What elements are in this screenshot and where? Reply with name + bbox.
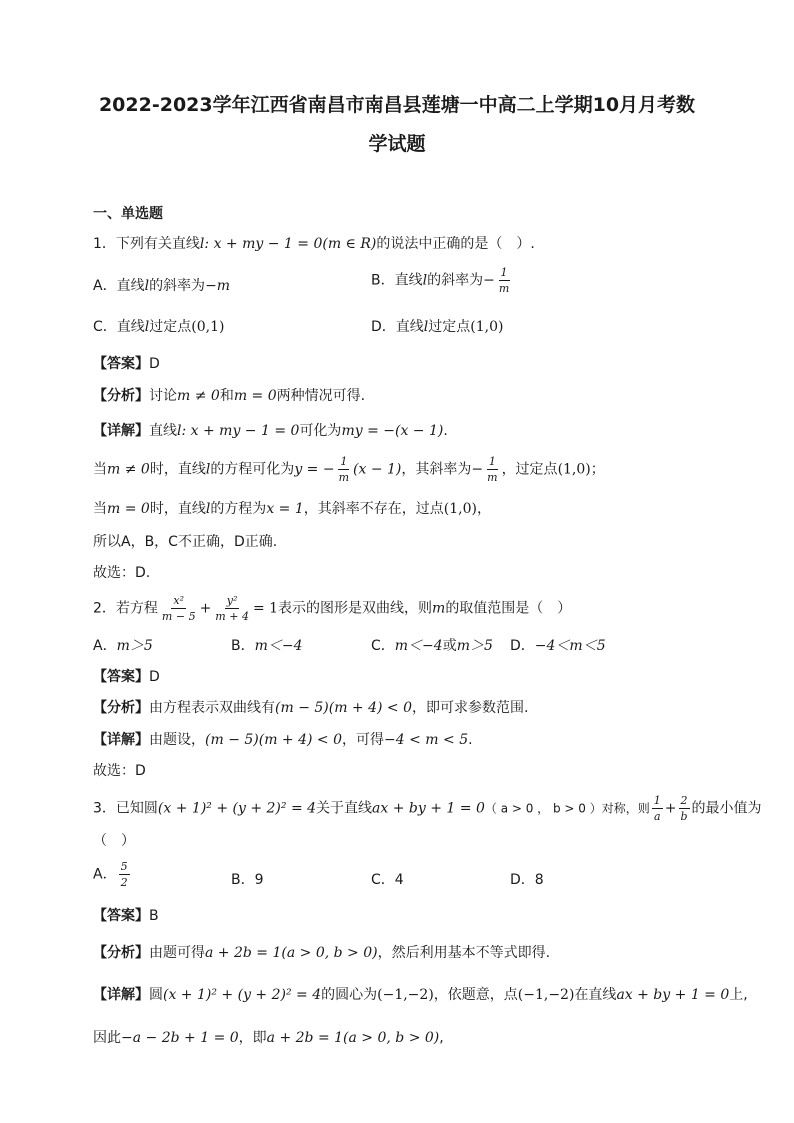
q3-detail2-pre: 因此 [93, 1030, 121, 1046]
q1-detail2-minus: − [471, 461, 484, 478]
q1-option-c-var: l [144, 319, 150, 335]
q3-option-a-den: 2 [120, 876, 128, 889]
q1-analysis-and: 和 [219, 388, 234, 404]
q1-stem-pre: 1．下列有关直线 [93, 236, 200, 252]
q2-option-a-math: m＞5 [116, 638, 153, 654]
q2-detail-tag: 【详解】 [93, 732, 149, 748]
q1-detail2-var: l [205, 461, 211, 478]
q1-option-c-text: 过定点 [149, 319, 192, 335]
q1-option-a-label: A．直线 [93, 278, 145, 294]
q1-detail3-d: ， [476, 501, 491, 517]
q1-detail3-a: 时，直线 [149, 501, 206, 517]
q3-analysis-post: ，然后利用基本不等式即得. [377, 945, 551, 961]
q2-analysis [93, 697, 528, 717]
q1-option-d-text: 过定点 [428, 319, 471, 335]
q3-option-d: D．8 [510, 872, 544, 888]
q1-detail3-c: ，其斜率不存在，过点 [303, 501, 444, 517]
q1-detail2-d: ，过定点 [501, 461, 558, 478]
q3-option-c: C．4 [371, 872, 404, 888]
q1-detail-1 [93, 420, 448, 440]
q2-f1-num: x² [173, 594, 185, 607]
q1-option-a-text: 的斜率为 [149, 278, 206, 294]
q2-stem-post-b: 的取值范围是（ ） [445, 600, 572, 617]
q3-detail2-math: −a − 2b + 1 = 0 [121, 1030, 239, 1046]
q2-stem-pre: 2．若方程 [93, 600, 158, 617]
q3-stem-circle: (x + 1)² + (y + 2)² = 4 [157, 800, 317, 817]
q2-stem-var: m [432, 600, 446, 617]
q1-analysis-pre: 讨论 [149, 388, 177, 404]
q1-detail2-pre: 当 [93, 461, 107, 478]
q1-detail2-a: 时，直线 [149, 461, 206, 478]
q1-detail3-var: l [205, 501, 211, 517]
q3-answer [93, 905, 159, 925]
q1-detail2-num: 1 [340, 455, 348, 468]
q3-option-b: B．9 [231, 872, 264, 888]
q3-detail2-end: , [439, 1030, 444, 1046]
q3-detail1-point: (−1,−2) [377, 987, 434, 1003]
q1-detail3-cond: m = 0 [107, 501, 150, 517]
q1-detail3-pre: 当 [93, 501, 107, 517]
q3-detail-tag: 【详解】 [93, 987, 149, 1003]
q1-detail-5: 故选：D. [93, 565, 151, 581]
q2-option-a [93, 635, 153, 655]
q2-analysis-pre: 由方程表示双曲线有 [149, 700, 275, 716]
q2-fraction-2 [213, 595, 251, 622]
q1-detail3-b: 的方程为 [210, 501, 267, 517]
q1-analysis-tag: 【分析】 [93, 388, 149, 404]
q1-option-d-label: D．直线 [371, 319, 424, 335]
q3-detail-2 [93, 1027, 444, 1047]
q1-detail2-e: ； [590, 461, 605, 478]
q3-option-a [93, 861, 132, 888]
q1-option-c-point: (0,1) [191, 319, 225, 335]
q1-stem-condition: (m ∈ R) [322, 236, 377, 252]
q2-stem [93, 595, 571, 622]
q2-answer-tag: 【答案】 [93, 669, 149, 685]
q2-plus: + [199, 600, 212, 617]
q3-option-a-fraction [119, 861, 130, 888]
q2-option-c-math1: m＜−4 [394, 638, 443, 654]
q2-f1-den: m − 5 [161, 610, 196, 623]
q1-analysis [93, 385, 365, 405]
q2-option-c-or: 或 [442, 638, 457, 654]
q2-analysis-post: ，即可求参数范围. [412, 700, 529, 716]
q1-analysis-post: 两种情况可得. [276, 388, 366, 404]
q3-f2-num: 2 [680, 794, 688, 807]
q1-detail2-fraction-2 [485, 456, 499, 483]
section-heading: 一、单选题 [93, 206, 163, 222]
q1-stem-equation: l: x + my − 1 = 0 [199, 236, 323, 252]
q3-detail-1 [93, 984, 748, 1004]
q1-option-d [371, 316, 503, 336]
q2-fraction-1 [160, 595, 198, 622]
q1-detail-tag: 【详解】 [93, 423, 149, 439]
q3-answer-value: B [149, 908, 159, 924]
q2-option-c-math2: m＞5 [456, 638, 493, 654]
q3-analysis-tag: 【分析】 [93, 945, 149, 961]
q2-stem-post-a: 表示的图形是双曲线，则 [278, 600, 433, 617]
q1-answer-tag: 【答案】 [93, 356, 149, 372]
q1-detail1-math2: my = −(x − 1) [341, 423, 444, 439]
q3-stem-post: 的最小值为 [691, 800, 762, 817]
q1-option-b-label: B．直线 [371, 272, 423, 289]
q2-detail-math2: −4 < m < 5 [384, 732, 469, 748]
q1-detail3-point: (1,0) [443, 501, 477, 517]
q1-detail2-cond: m ≠ 0 [107, 461, 150, 478]
q2-detail-mid: ，可得 [342, 732, 385, 748]
page-title-line-2: 学试题 [368, 133, 426, 155]
q2-option-d [510, 635, 606, 655]
q2-detail [93, 729, 473, 749]
q3-detail1-pre: 圆 [149, 987, 163, 1003]
q2-option-b [231, 635, 303, 655]
q1-detail2-xm: (x − 1) [353, 461, 402, 478]
q3-analysis-pre: 由题可得 [149, 945, 205, 961]
q2-option-c-label: C． [371, 638, 395, 654]
q3-stem-cond: （ a > 0 ， b > 0 ）对称，则 [484, 801, 650, 816]
q2-f2-num: y² [226, 594, 238, 607]
q1-analysis-m1: m ≠ 0 [177, 388, 220, 404]
q3-detail1-point2: (−1,−2) [517, 987, 575, 1003]
q3-answer-tag: 【答案】 [93, 908, 149, 924]
q2-analysis-math: (m − 5)(m + 4) < 0 [275, 700, 413, 716]
q1-detail3-eq: x = 1 [266, 501, 304, 517]
q1-option-d-point: (1,0) [470, 319, 504, 335]
q3-detail2-math2: a + 2b = 1(a > 0, b > 0) [266, 1030, 440, 1046]
q1-option-b-den: m [498, 282, 510, 295]
page-title-line-1: 2022-2023学年江西省南昌市南昌县莲塘一中高二上学期10月月考数 [98, 94, 696, 116]
q1-option-b-var: l [422, 272, 428, 289]
q2-detail-pre: 由题设， [149, 732, 205, 748]
q1-option-b-num: 1 [500, 266, 508, 279]
q2-option-b-math: m＜−4 [254, 638, 303, 654]
q3-paren: （ ） [93, 833, 135, 849]
q1-option-a-var: l [144, 278, 150, 294]
q1-detail2-den: m [338, 471, 350, 484]
q3-option-a-num: 5 [120, 860, 128, 873]
q3-detail1-c: 在直线 [574, 987, 617, 1003]
q1-detail2-fraction [337, 456, 351, 483]
q3-detail1-line: ax + by + 1 = 0 [616, 987, 730, 1003]
q3-detail1-a: 的圆心为 [321, 987, 378, 1003]
q3-stem-mid: 关于直线 [316, 800, 373, 817]
q3-analysis [93, 942, 550, 962]
q3-plus: + [664, 800, 677, 817]
q1-detail2-point: (1,0) [557, 461, 591, 478]
q2-conclusion: 故选：D [93, 763, 146, 779]
q2-option-c [371, 635, 493, 655]
q1-option-b-text: 的斜率为 [427, 272, 484, 289]
q1-option-c [93, 316, 224, 336]
q3-f1-den: a [653, 810, 661, 823]
q2-option-d-math: −4＜m＜5 [534, 638, 606, 654]
q2-option-b-label: B． [231, 638, 255, 654]
q3-analysis-math: a + 2b = 1(a > 0, b > 0) [205, 945, 378, 961]
q3-option-a-label: A． [93, 866, 117, 883]
q1-option-d-var: l [423, 319, 429, 335]
q3-detail2-mid: ，即 [238, 1030, 267, 1046]
q1-option-b [371, 267, 513, 294]
q3-stem-line: ax + by + 1 = 0 [372, 800, 485, 817]
q1-option-a [93, 275, 230, 295]
q2-answer-value: D [149, 669, 160, 685]
q1-option-a-math: −m [205, 278, 231, 294]
q1-detail2-b: 的方程可化为 [210, 461, 295, 478]
q1-stem-post: 的说法中正确的是（ ）. [376, 236, 535, 252]
q2-analysis-tag: 【分析】 [93, 700, 149, 716]
q1-answer-value: D [149, 356, 160, 372]
q3-stem-pre: 3．已知圆 [93, 800, 158, 817]
q2-eq: = 1 [252, 600, 279, 617]
q3-f1-num: 1 [653, 794, 661, 807]
q1-option-c-label: C．直线 [93, 319, 145, 335]
q1-analysis-m2: m = 0 [233, 388, 277, 404]
q1-detail-4: 所以A，B，C不正确，D正确. [93, 534, 278, 550]
q2-answer [93, 666, 160, 686]
q1-detail1-end: . [443, 423, 448, 439]
q2-option-a-label: A． [93, 638, 117, 654]
q1-answer [93, 353, 160, 373]
q1-detail2-num2: 1 [488, 455, 496, 468]
q1-option-b-fraction [497, 267, 511, 294]
q3-detail1-b: ，依题意，点 [433, 987, 518, 1003]
q1-detail1-pre: 直线 [149, 423, 177, 439]
q1-option-b-minus: − [483, 272, 495, 289]
q2-detail-math: (m − 5)(m + 4) < 0 [205, 732, 343, 748]
q1-detail2-y: y = − [294, 461, 335, 478]
q1-detail1-mid: 可化为 [299, 423, 342, 439]
q2-f2-den: m + 4 [215, 610, 249, 623]
q3-f2-den: b [680, 810, 688, 823]
q1-detail2-den2: m [487, 471, 498, 484]
q1-detail-2 [93, 456, 605, 483]
q1-detail-3 [93, 498, 491, 518]
q3-fraction-2 [678, 795, 689, 822]
q2-option-d-label: D． [510, 638, 535, 654]
q1-detail1-math: l: x + my − 1 = 0 [177, 423, 300, 439]
q3-detail1-d: 上, [729, 987, 748, 1003]
q3-fraction-1 [652, 795, 663, 822]
q2-detail-end: . [468, 732, 473, 748]
q3-detail1-circle: (x + 1)² + (y + 2)² = 4 [163, 987, 322, 1003]
q1-detail2-c: ，其斜率为 [401, 461, 472, 478]
q1-stem [93, 233, 535, 253]
q3-stem [93, 795, 762, 822]
